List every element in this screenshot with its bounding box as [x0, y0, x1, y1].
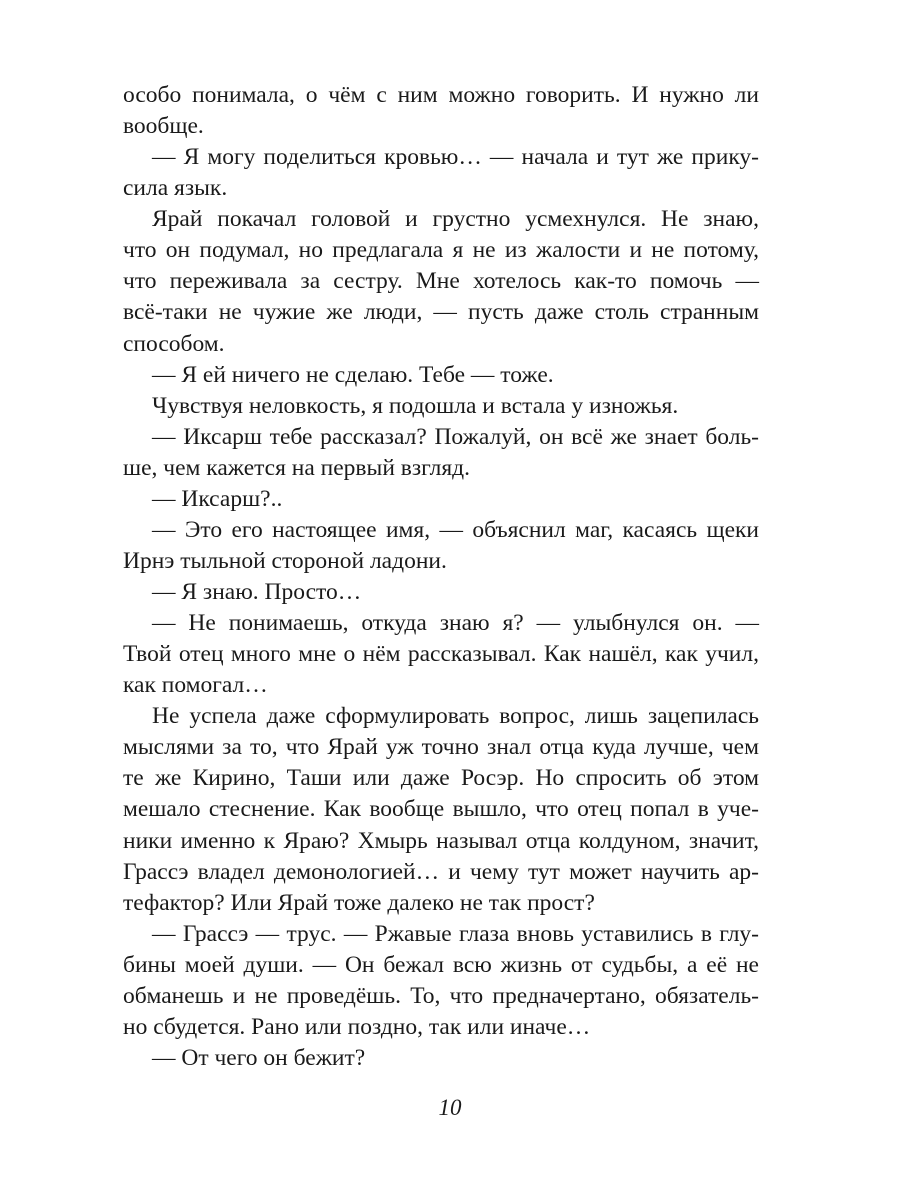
text-line: вообще. — [123, 113, 204, 140]
text-line: тефактор? Или Ярай тоже далеко не так прост? — [123, 889, 595, 916]
text-line: Ярай покачал головой и грустно усмехнулся. Не знаю, — [152, 206, 759, 233]
text-line: те же Кирино, Таши или даже Росэр. Но спросить об этом — [123, 765, 759, 792]
text-line: всё-таки не чужие же люди, — пусть даже столь странным — [123, 299, 759, 326]
text-line: — Грассэ — трус. — Ржавые глаза вновь уставились в глу- — [152, 920, 759, 947]
text-line: — Я знаю. Просто… — [152, 579, 362, 605]
text-line: способом. — [123, 330, 225, 357]
text-line: но сбудется. Рано или поздно, так или иначе… — [123, 1013, 591, 1040]
text-line: Не успела даже сформулировать вопрос, лишь зацепилась — [152, 703, 759, 730]
text-line: — Я ей ничего не сделаю. Тебе — тоже. — [152, 361, 554, 388]
text-line: сила язык. — [123, 175, 228, 202]
text-line: мешало стеснение. Как вообще вышло, что отец попал в уче- — [123, 796, 759, 823]
text-line: мыслями за то, что Ярай уж точно знал отца куда лучше, чем — [123, 734, 759, 761]
text-line: что переживала за сестру. Мне хотелось как-то помочь — — [123, 268, 759, 295]
text-line: как помогал… — [123, 672, 268, 699]
text-line: — От чего он бежит? — [152, 1044, 366, 1071]
text-line: ше, чем кажется на первый взгляд. — [123, 454, 470, 481]
body-text — [123, 80, 759, 1074]
text-line: Твой отец много мне о нём рассказывал. Как нашёл, как учил, — [123, 641, 759, 668]
text-line: Чувствуя неловкость, я подошла и встала у изножья. — [152, 392, 679, 419]
text-line: — Не понимаешь, откуда знаю я? — улыбнулся он. — — [152, 610, 759, 637]
text-line: Ирнэ тыльной стороной ладони. — [123, 547, 447, 574]
text-line: — Иксарш тебе рассказал? Пожалуй, он всё же знает боль- — [152, 423, 759, 450]
text-line: обманешь и не проведёшь. То, что предначертано, обязатель- — [123, 982, 759, 1009]
text-line: — Я могу поделиться кровью… — начала и тут же прику- — [152, 144, 759, 171]
text-line: ники именно к Яраю? Хмырь называл отца колдуном, значит, — [123, 827, 759, 854]
text-line: бины моей души. — Он бежал всю жизнь от судьбы, а её не — [123, 951, 759, 978]
text-line: — Это его настоящее имя, — объяснил маг, касаясь щеки — [152, 516, 759, 543]
text-line: что он подумал, но предлагала я не из жалости и не потому, — [123, 237, 759, 264]
text-line: Грассэ владел демонологией… и чему тут может научить ар- — [123, 858, 759, 885]
text-line: — Иксарш?.. — [152, 485, 283, 512]
text-line: особо понимала, о чём с ним можно говорить. И нужно ли — [123, 82, 759, 108]
page-number: 10 — [438, 1095, 462, 1120]
